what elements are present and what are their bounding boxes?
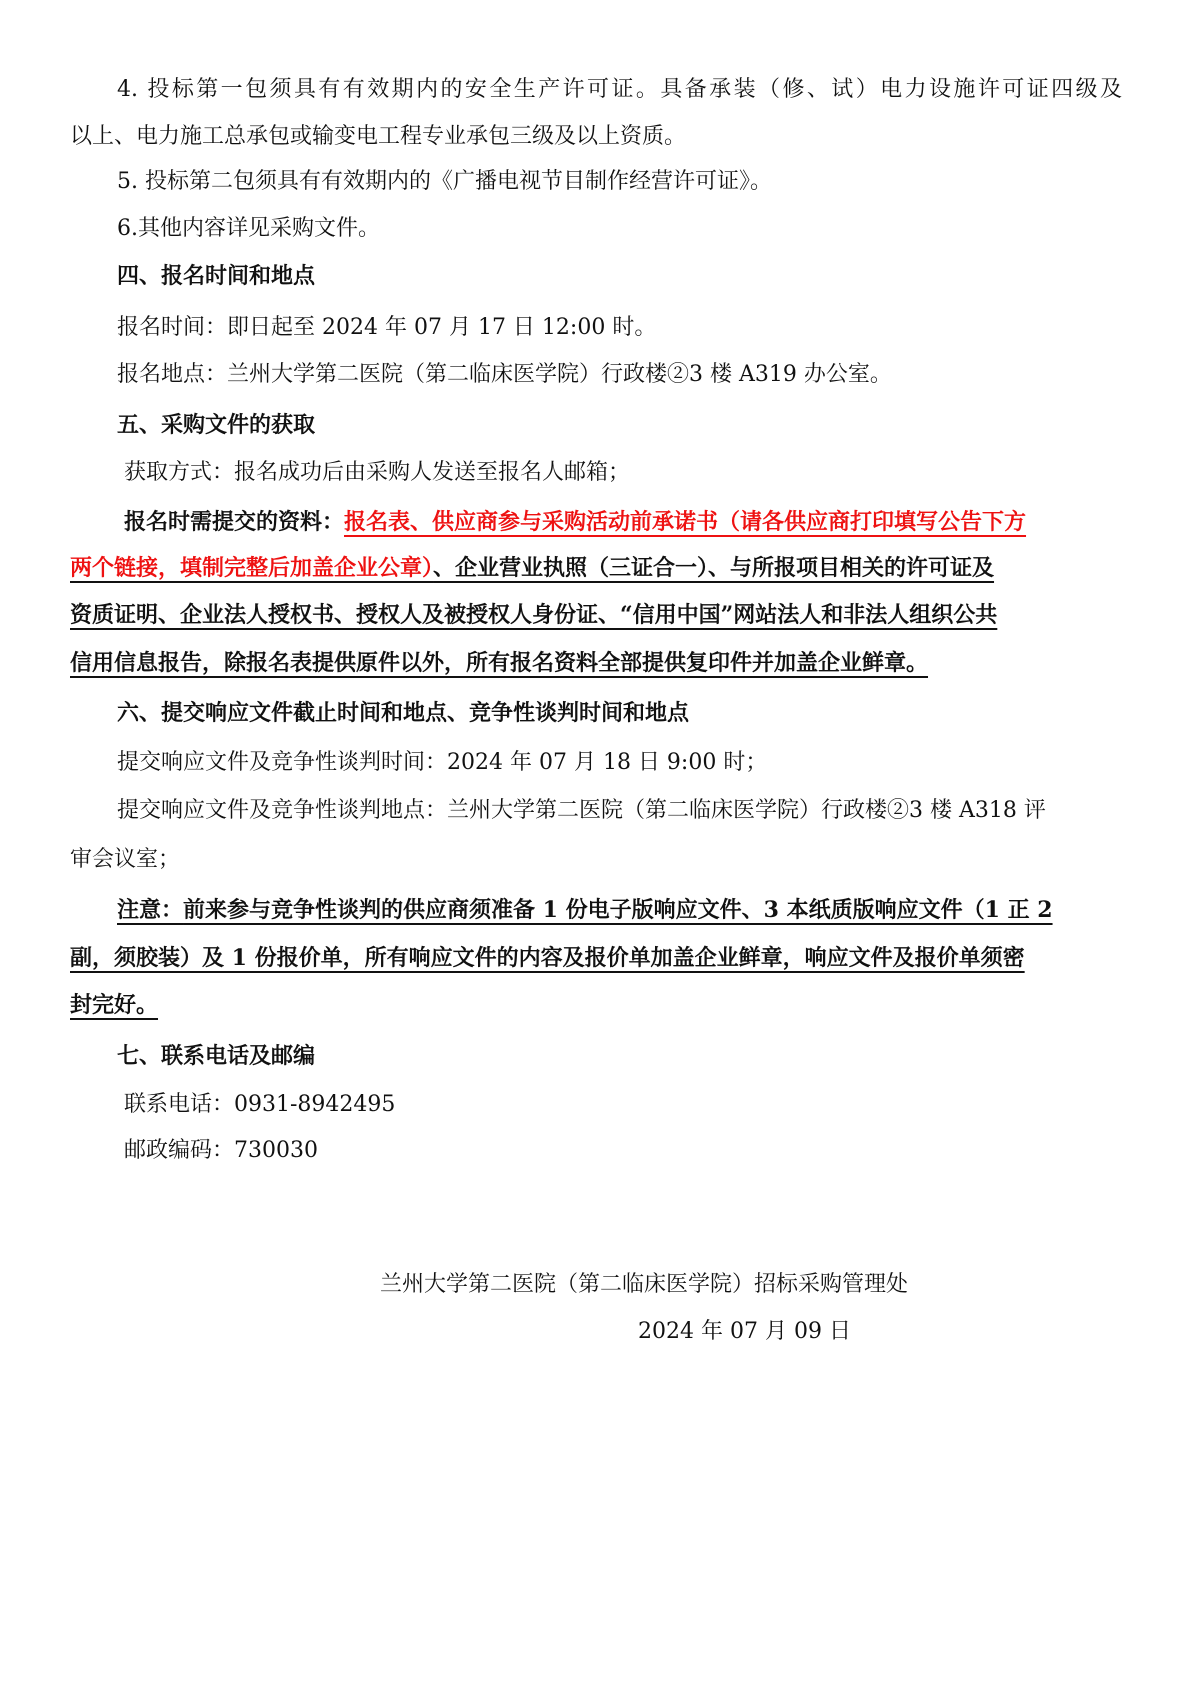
note-label: 注意： (117, 897, 184, 923)
submit-time: 提交响应文件及竞争性谈判时间：2024 年 07 月 18 日 9:00 时； (117, 750, 768, 775)
materials-highlight-line-2: 两个链接，填制完整后加盖企业公章） (70, 555, 434, 581)
note-line-1 (117, 895, 1053, 925)
materials-line-1 (124, 507, 1026, 537)
materials-line-2-rest: 、企业营业执照（三证合一）、与所报项目相关的许可证及 (433, 555, 995, 581)
materials-line-3: 资质证明、企业法人授权书、授权人及被授权人身份证、“信用中国”网站法人和非法人组织公共 (70, 602, 998, 628)
postal-code: 邮政编码：730030 (124, 1138, 318, 1163)
requirement-4-line-2: 以上、电力施工总承包或输变电工程专业承包三级及以上资质。 (70, 124, 687, 149)
signature-date: 2024 年 07 月 09 日 (638, 1319, 851, 1344)
section-7-heading: 七、联系电话及邮编 (117, 1043, 316, 1069)
requirement-4-line-1: 4. 投标第一包须具有有效期内的安全生产许可证。具备承装（修、试）电力设施许可证四级及 (117, 77, 1122, 102)
requirement-5: 5. 投标第二包须具有有效期内的《广播电视节目制作经营许可证》。 (117, 169, 772, 194)
contact-phone: 联系电话：0931-8942495 (124, 1092, 396, 1117)
submit-place-line-1: 提交响应文件及竞争性谈判地点：兰州大学第二医院（第二临床医学院）行政楼②3 楼 A318 评 (117, 798, 1046, 823)
materials-label: 报名时需提交的资料： (124, 509, 345, 535)
materials-line-2 (70, 553, 994, 583)
signature-organization: 兰州大学第二医院（第二临床医学院）招标采购管理处 (380, 1272, 909, 1297)
note-text-line-1: 前来参与竞争性谈判的供应商须准备 1 份电子版响应文件、3 本纸质版响应文件（1 正 2 (183, 897, 1053, 923)
section-4-heading: 四、报名时间和地点 (117, 263, 316, 289)
note-line-2: 副，须胶装）及 1 份报价单，所有响应文件的内容及报价单加盖企业鲜章，响应文件及报价单须密 (70, 945, 1025, 971)
section-5-heading: 五、采购文件的获取 (117, 412, 316, 438)
section-6-heading: 六、提交响应文件截止时间和地点、竞争性谈判时间和地点 (117, 700, 690, 726)
submit-place-line-2: 审会议室； (70, 847, 181, 872)
materials-highlight-line-1: 报名表、供应商参与采购活动前承诺书（请各供应商打印填写公告下方 (344, 509, 1027, 535)
registration-place: 报名地点：兰州大学第二医院（第二临床医学院）行政楼②3 楼 A319 办公室。 (117, 362, 892, 387)
obtain-method: 获取方式：报名成功后由采购人发送至报名人邮箱； (124, 460, 631, 485)
requirement-6: 6.其他内容详见采购文件。 (117, 216, 380, 241)
registration-time: 报名时间：即日起至 2024 年 07 月 17 日 12:00 时。 (117, 315, 657, 340)
materials-line-4: 信用信息报告，除报名表提供原件以外，所有报名资料全部提供复印件并加盖企业鲜章。 (70, 650, 929, 676)
note-line-3: 封完好。 (70, 992, 159, 1018)
